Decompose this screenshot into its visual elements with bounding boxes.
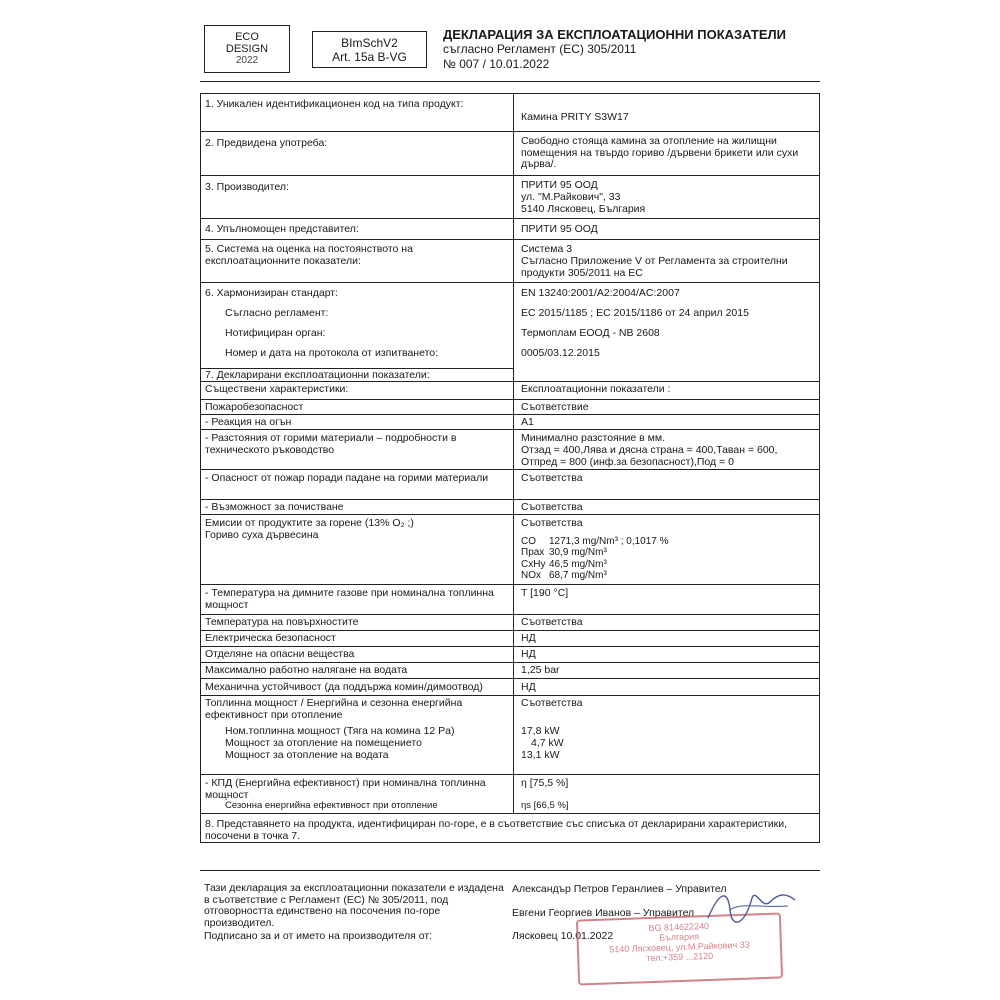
surface-temp-label: Температура на повърхностите: [205, 616, 359, 628]
fire-reaction-value: A1: [521, 416, 534, 428]
distances-front-floor: Отпред = 800 (инф.за безопасност),Под = 0: [521, 456, 734, 468]
emission-co: [521, 536, 669, 547]
water-output-value: 13,1 kW: [521, 749, 560, 761]
fire-safety-value: Съответствие: [521, 401, 589, 413]
water-pressure-label: Максимално работно налягане на водата: [205, 664, 408, 676]
row-line: [201, 429, 819, 430]
fire-reaction-label: - Реакция на огън: [205, 416, 292, 428]
row-line: [201, 662, 819, 663]
dust-key: Прах: [521, 547, 545, 558]
fire-safety-label: Пожаробезопасност: [205, 401, 304, 413]
document-number: № 007 / 10.01.2022: [443, 57, 550, 71]
emissions-value: Съответства: [521, 517, 583, 529]
eco-year: 2022: [235, 55, 259, 66]
cxhy-value: 46,5 mg/Nm³: [549, 559, 607, 570]
emission-nox: [521, 570, 607, 581]
standard-value: EN 13240:2001/A2:2004/AC:2007: [521, 287, 680, 299]
column-divider: [513, 94, 514, 813]
declared-performance-label: 7. Декларирани експлоатационни показатели:: [205, 369, 430, 381]
row-line: [201, 282, 819, 283]
standard-label: 6. Хармонизиран стандарт:: [205, 287, 339, 299]
mechanical-label: Механична устойчивост (да поддържа комин/димоотвод): [205, 681, 483, 693]
issuance-statement: Тази декларация за експлоатационни показатели е издадена в съответствие с Регламент (ЕС) № 305/2011, под отговорността единствено на посочения по-горе производител.: [204, 882, 504, 929]
handwritten-signature: [700, 880, 800, 930]
dust-value: 30,9 mg/Nm³: [549, 547, 607, 558]
document-header: [443, 27, 843, 72]
row-line: [201, 678, 819, 679]
signatory-2: Евгени Георгиев Иванов – Управител: [512, 907, 695, 919]
stamp-line-1: BG 814622240: [648, 920, 710, 934]
cxhy-key: CxHy: [521, 559, 546, 570]
eco-line-2: DESIGN: [225, 43, 269, 55]
footer-left: [204, 883, 504, 943]
flue-temp-label: - Температура на димните газове при номинална топлинна мощност: [205, 587, 494, 611]
row-line: [201, 131, 819, 132]
seasonal-efficiency-label: Сезонна енергийна ефективност при отопление: [225, 800, 438, 811]
row-line: [201, 614, 819, 615]
surface-temp-value: Съответства: [521, 616, 583, 628]
row-line: [201, 469, 819, 470]
fuel-label: Гориво суха дървесина: [205, 529, 319, 541]
electrical-safety-value: НД: [521, 632, 536, 644]
nominal-output-value: 17,8 kW: [521, 725, 560, 737]
row-line: [201, 499, 819, 500]
manufacturer-street: ул. "М.Райкович", 33: [521, 191, 621, 203]
manufacturer-name: ПРИТИ 95 ООД: [521, 179, 598, 191]
bim-line-2: Art. 15a B-VG: [332, 50, 407, 64]
water-output-label: Мощност за отопление на водата: [225, 749, 389, 761]
flue-temp-value: T [190 °C]: [521, 587, 569, 599]
co-key: CO: [521, 536, 536, 547]
emission-cxhy: [521, 559, 607, 570]
electrical-safety-label: Електрическа безопасност: [205, 632, 336, 644]
performance-header: Експлоатационни показатели :: [521, 383, 671, 395]
row-line: [201, 630, 819, 631]
water-pressure-value: 1,25 bar: [521, 664, 560, 676]
heat-output-value: Съответства: [521, 697, 583, 709]
manufacturer-city: 5140 Лясковец, България: [521, 203, 646, 215]
efficiency-value: η [75,5 %]: [521, 777, 569, 789]
stamp-line-4: тел:+359 ...2120: [646, 950, 714, 964]
representative-label: 4. Упълномощен представител:: [205, 223, 359, 235]
essential-characteristics-header: Съществени характеристики:: [205, 383, 349, 395]
declaration-table: [200, 93, 820, 843]
efficiency-label: - КПД (Енергийна ефективност) при номинална топлинна мощност: [205, 777, 486, 801]
co-value: 1271,3 mg/Nm³ ; 0,1017 %: [549, 536, 669, 547]
row-line: [201, 774, 819, 775]
row-line: [201, 514, 819, 515]
place-date: Лясковец 10.01.2022: [512, 930, 614, 942]
heat-output-label: Топлинна мощност / Енергийна и сезонна енергийна ефективност при отопление: [205, 697, 463, 721]
protocol-label: Номер и дата на протокола от изпитването:: [225, 347, 439, 359]
notified-body-value: Термоплам ЕООД - NB 2608: [521, 327, 660, 339]
signatory-1: Александър Петров Геранлиев – Управител: [512, 883, 727, 895]
room-output-value: 4,7 kW: [531, 737, 564, 749]
cleaning-label: - Възможност за почистване: [205, 501, 344, 513]
protocol-value: 0005/03.12.2015: [521, 347, 600, 359]
row-line: [201, 584, 819, 585]
representative-value: ПРИТИ 95 ООД: [521, 223, 598, 235]
manufacturer-label: 3. Производител:: [205, 181, 289, 193]
row-line: [201, 218, 819, 219]
row-line: [201, 239, 819, 240]
assessment-label: 5. Система на оценка на постоянството на експлоатационните показатели:: [205, 243, 413, 267]
falling-material-label: - Опасност от пожар поради падане на горими материали: [205, 472, 489, 484]
eco-design-badge: [204, 25, 290, 73]
row-line: [201, 813, 819, 814]
footer-separator: [200, 870, 820, 871]
hazardous-label: Отделяне на опасни вещества: [205, 648, 355, 660]
distances-title: Минимално разстояние в мм.: [521, 432, 666, 444]
room-output-label: Мощност за отопление на помещението: [225, 737, 422, 749]
row-line: [201, 175, 819, 176]
notified-body-label: Нотифициран орган:: [225, 327, 326, 339]
emission-dust: [521, 547, 607, 558]
mechanical-value: НД: [521, 681, 536, 693]
stamp-line-3: 5140 Лясковец, ул.М.Райкович 33: [609, 939, 750, 955]
eco-line-1: ECO: [235, 31, 259, 43]
assessment-system: Система 3: [521, 243, 573, 255]
emissions-label: Емисии от продуктите за горене (13% O₂ ;): [205, 517, 414, 529]
nox-key: NOx: [521, 570, 541, 581]
stamp-line-2: България: [659, 931, 700, 943]
nominal-output-label: Ном.топлинна мощност (Тяга на комина 12 Pa): [225, 725, 455, 737]
row-line: [201, 399, 819, 400]
assessment-annex: Съгласно Приложение V от Регламента за строителни продукти 305/2011 на ЕС: [521, 255, 788, 279]
bim-line-1: BImSchV2: [341, 36, 398, 50]
row-line: [201, 414, 819, 415]
signed-by-label: Подписано за и от името на производителя от:: [204, 930, 433, 942]
row-line: [201, 695, 819, 696]
cleaning-value: Съответства: [521, 501, 583, 513]
hazardous-value: НД: [521, 648, 536, 660]
product-code-label: 1. Уникален идентификационен код на типа продукт:: [205, 98, 464, 110]
intended-use-label: 2. Предвидена употреба:: [205, 137, 328, 149]
regulation-label: Съгласно регламент:: [225, 307, 329, 319]
regulation-value: ЕС 2015/1185 ; ЕС 2015/1186 от 24 април 2015: [521, 307, 749, 319]
distances-back-sides: Отзад = 400,Лява и дясна страна = 400,Таван = 600,: [521, 444, 778, 456]
seasonal-efficiency-value: ηs [66,5 %]: [521, 800, 569, 811]
distances-label: - Разстояния от горими материали – подробности в техническото ръководство: [205, 432, 457, 456]
product-code-value: Камина PRITY S3W17: [521, 111, 629, 123]
header-separator: [200, 81, 820, 82]
document-title: ДЕКЛАРАЦИЯ ЗА ЕКСПЛОАТАЦИОННИ ПОКАЗАТЕЛИ: [443, 27, 786, 42]
intended-use-value: Свободно стояща камина за отопление на жилищни помещения на твърдо гориво /дървени брикети или сухи дърва/.: [521, 135, 799, 170]
nox-value: 68,7 mg/Nm³: [549, 570, 607, 581]
bimschv2-badge: [312, 31, 427, 68]
document-subtitle: съгласно Регламент (ЕС) 305/2011: [443, 42, 637, 56]
falling-material-value: Съответства: [521, 472, 583, 484]
row-line: [201, 646, 819, 647]
conformity-statement: 8. Представянето на продукта, идентифициран по-горе, е в съответствие със списъка от декларирани характеристики, посочени в точка 7.: [205, 818, 788, 842]
